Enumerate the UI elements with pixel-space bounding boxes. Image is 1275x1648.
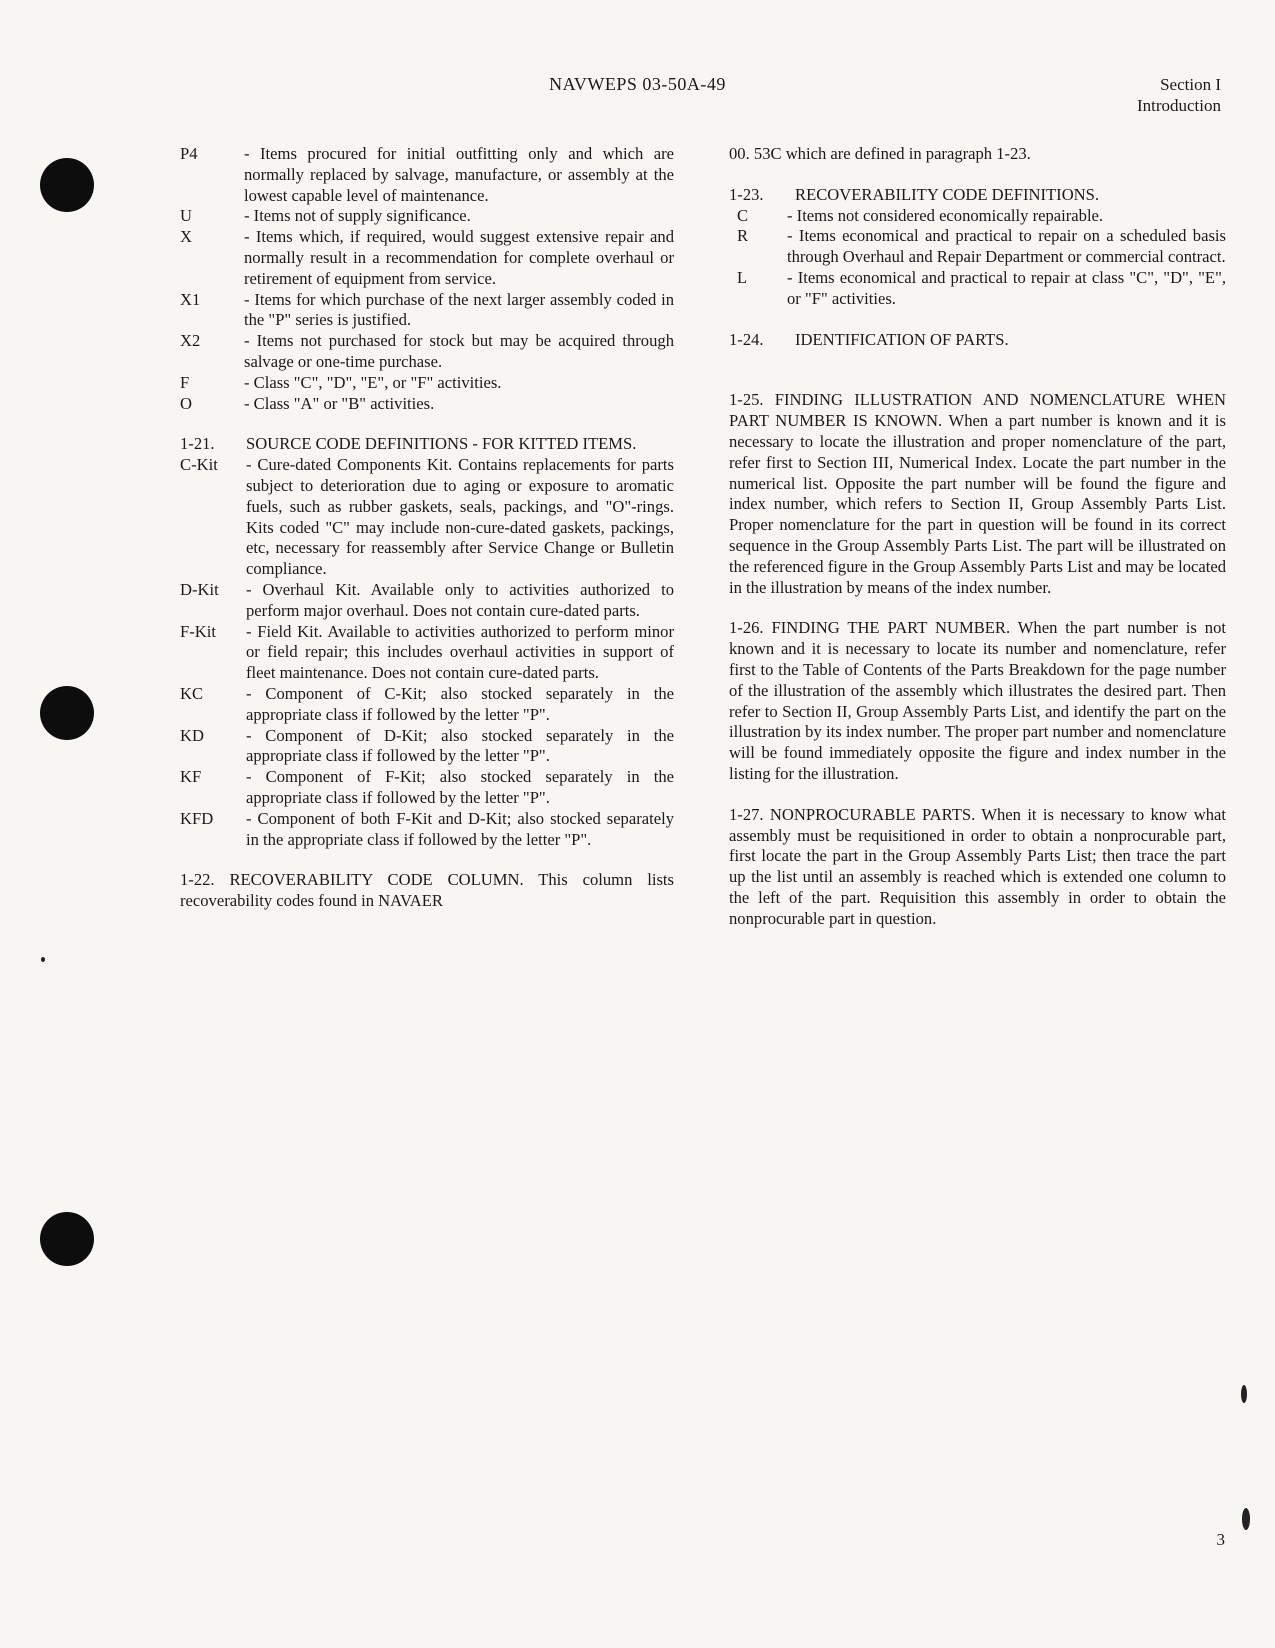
code-label: X2 [180, 331, 201, 351]
heading-title: SOURCE CODE DEFINITIONS - FOR KITTED ITEMS. [246, 434, 637, 454]
recoverability-row [729, 206, 1226, 227]
recoverability-row [729, 268, 1226, 310]
scan-speck [1242, 1508, 1250, 1530]
kit-code-label: KD [180, 725, 204, 745]
code-row [180, 373, 674, 394]
kit-code-label: KF [180, 767, 202, 787]
section-heading-1-21 [180, 434, 674, 455]
kit-code-description: - Cure-dated Components Kit. Contains replacements for parts subject to deterioration due to aging or exposure to aromatic fuels, such as rubber gaskets, seals, packings, and "O"-rings. Kits coded "C" may include non-cure-dated gaskets, packings, etc, necessary for reassembly after Service Change or Bulletin compliance. [246, 455, 674, 579]
page-number: 3 [1216, 1530, 1225, 1549]
code-row [180, 331, 674, 373]
binder-hole-bottom [40, 1212, 94, 1266]
recoverability-code-label: C [737, 205, 749, 225]
document-number: NAVWEPS 03-50A-49 [549, 74, 726, 94]
recoverability-code-description: - Items not considered economically repairable. [787, 205, 1104, 225]
code-description: - Class "A" or "B" activities. [244, 393, 435, 413]
kit-code-label: F-Kit [180, 621, 216, 641]
heading-title: IDENTIFICATION OF PARTS. [795, 329, 1009, 349]
binder-hole-top [40, 158, 94, 212]
kit-code-label: D-Kit [180, 579, 219, 599]
heading-number: 1-24. [729, 329, 764, 349]
left-column [180, 144, 674, 912]
code-description: - Items procured for initial outfitting only and which are normally replaced by salvage, manufacture, or assembly at the lowest capable level of maintenance. [244, 144, 674, 205]
paragraph-1-27: 1-27. NONPROCURABLE PARTS. When it is necessary to know what assembly must be requisitioned in order to obtain a nonprocurable part, first locate the part in the Group Assembly Parts List; then trace the part up the list until an assembly is reached which is extended one column to the left of the part. Requisition this assembly in order to obtain the nonprocurable part in question. [729, 804, 1226, 928]
heading-title: RECOVERABILITY CODE DEFINITIONS. [795, 184, 1100, 204]
kit-code-description: - Field Kit. Available to activities authorized to perform minor or field repair; this includes overhaul activities in support of fleet maintenance. Does not contain cure-dated parts. [246, 621, 674, 683]
section-title: Introduction [1136, 96, 1221, 115]
kit-code-description: - Overhaul Kit. Available only to activities authorized to perform major overhaul. Does not contain cure-dated parts. [246, 579, 674, 620]
section-label: Section I [1160, 75, 1221, 94]
scan-speck [41, 957, 45, 962]
kit-row [180, 580, 674, 622]
heading-number: 1-23. [729, 184, 764, 204]
code-row [180, 290, 674, 332]
code-description: - Items not of supply significance. [244, 206, 471, 226]
code-label: O [180, 393, 192, 413]
code-description: - Items for which purchase of the next larger assembly coded in the "P" series is justified. [244, 289, 674, 330]
paragraph-1-26: 1-26. FINDING THE PART NUMBER. When the part number is not known and it is necessary to locate its number and nomenclature, refer first to the Table of Contents of the Parts Breakdown for the page number of the illustration of the assembly which illustrates the desired part. Then refer to Section II, Group Assembly Parts List, and identify the part on the illustration by its index number. The proper part number and nomenclature will be found immediately opposite the figure and index number in the listing for the illustration. [729, 618, 1226, 783]
right-column [729, 144, 1226, 930]
recoverability-row [729, 226, 1226, 268]
paragraph-1-22: 1-22. RECOVERABILITY CODE COLUMN. This column lists recoverability codes found in NAVAER [180, 870, 674, 911]
paragraph-1-22-continued: 00. 53C which are defined in paragraph 1-23. [729, 144, 1031, 163]
kit-code-description: - Component of F-Kit; also stocked separately in the appropriate class if followed by the letter "P". [246, 767, 674, 807]
section-heading-1-23 [729, 185, 1226, 206]
kit-code-label: KFD [180, 808, 214, 828]
code-label: U [180, 206, 192, 226]
heading-number: 1-21. [180, 434, 215, 454]
kit-code-description: - Component of C-Kit; also stocked separately in the appropriate class if followed by the letter "P". [246, 683, 674, 724]
kit-row [180, 622, 674, 684]
kit-code-description: - Component of D-Kit; also stocked separately in the appropriate class if followed by the letter "P". [246, 725, 674, 766]
code-row [180, 206, 674, 227]
recoverability-code-label: R [737, 226, 749, 246]
section-header [1137, 74, 1221, 116]
kit-row [180, 767, 674, 809]
kit-code-label: C-Kit [180, 455, 218, 475]
binder-hole-middle [40, 686, 94, 740]
kit-code-description: - Component of both F-Kit and D-Kit; also stocked separately in the appropriate class if followed by the letter "P". [246, 808, 674, 849]
recoverability-code-description: - Items economical and practical to repair at class "C", "D", "E", or "F" activities. [787, 267, 1226, 308]
code-label: X [180, 227, 192, 247]
recoverability-code-description: - Items economical and practical to repair on a scheduled basis through Overhaul and Repair Department or commercial contract. [787, 226, 1226, 267]
code-label: P4 [180, 144, 198, 163]
paragraph-1-25: 1-25. FINDING ILLUSTRATION AND NOMENCLATURE WHEN PART NUMBER IS KNOWN. When a part number is known and it is necessary to locate the illustration and proper nomenclature of the part, refer first to Section III, Numerical Index. Locate the part number in the numerical list. Opposite the part number will be found the figure and index number, which refers to Section II, Group Assembly Parts List. Proper nomenclature for the part in question will be found in its correct sequence in the Group Assembly Parts List. The part will be illustrated on the referenced figure in the Group Assembly Parts List and may be located in the illustration by means of the index number. [729, 390, 1226, 597]
kit-row [180, 809, 674, 851]
kit-row [180, 684, 674, 726]
kit-row [180, 726, 674, 768]
section-heading-1-24 [729, 330, 1226, 351]
code-description: - Items which, if required, would suggest extensive repair and normally result in a recommendation for complete overhaul or retirement of equipment from service. [244, 227, 674, 288]
code-description: - Class "C", "D", "E", or "F" activities. [244, 372, 502, 392]
scan-speck [1241, 1385, 1247, 1403]
code-row [180, 144, 674, 206]
code-label: F [180, 372, 190, 392]
code-row [180, 394, 674, 415]
code-row [180, 227, 674, 289]
code-label: X1 [180, 289, 201, 309]
kit-row [180, 455, 674, 580]
kit-code-label: KC [180, 683, 204, 703]
code-description: - Items not purchased for stock but may be acquired through salvage or one-time purchase. [244, 331, 674, 371]
recoverability-code-label: L [737, 267, 748, 287]
